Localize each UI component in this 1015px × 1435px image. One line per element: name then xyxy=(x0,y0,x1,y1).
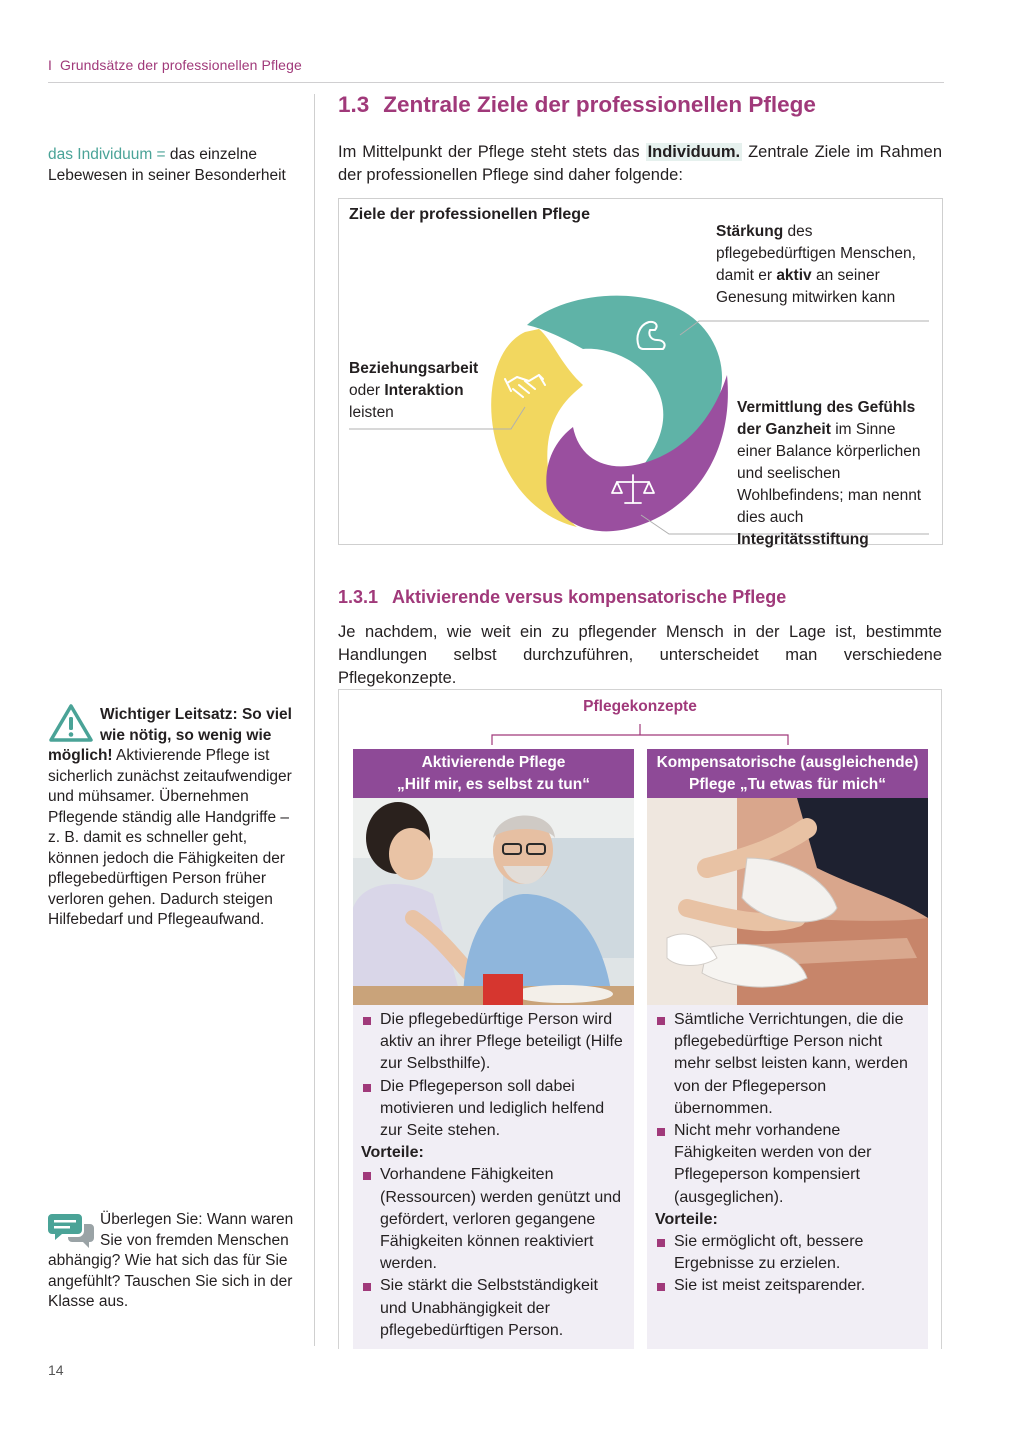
speech-bubbles-icon xyxy=(48,1210,94,1250)
active-care-header xyxy=(353,749,634,798)
goal-left-b1: Beziehungsarbeit xyxy=(349,360,479,377)
definition-text: das einzelne Lebewesen in seiner Besonderheit xyxy=(48,146,286,184)
running-head xyxy=(48,57,302,73)
compensatory-care-motto: Pflege „Tu etwas für mich“ xyxy=(689,776,886,793)
running-head-title: Grundsätze der professionellen Pflege xyxy=(60,57,302,73)
compensatory-care-title: Kompensatorische (ausgleichende) xyxy=(656,754,919,771)
connector-top xyxy=(680,321,929,335)
goal-relationship xyxy=(349,358,499,424)
active-care-column xyxy=(353,749,634,1349)
active-care-item: Die Pflegeperson soll dabei motivieren und lediglich helfend zur Seite stehen. xyxy=(361,1076,626,1143)
header-rule xyxy=(48,82,944,83)
compensatory-care-photo xyxy=(647,798,928,1005)
compensatory-care-item: Sämtliche Verrichtungen, die die pflegebedürftige Person nicht mehr selbst leisten kann, werden von der Pflegeperson übernommen. xyxy=(655,1009,920,1120)
active-care-title: Aktivierende Pflege xyxy=(421,754,566,771)
intro-before: Im Mittelpunkt der Pflege steht stets das xyxy=(338,143,646,161)
goal-strengthening xyxy=(716,221,934,309)
goal-left-t2: leisten xyxy=(349,404,394,421)
goal-top-t1: des pflegebedürftigen Menschen, damit er xyxy=(716,223,916,284)
goal-top-t2: an seiner Genesung mitwirken kann xyxy=(716,267,896,306)
running-head-bar: I xyxy=(48,57,52,73)
active-care-advantage: Vorhandene Fähigkeiten (Ressourcen) werden genützt und gefördert, verloren gegangene Fähigkeiten können reaktiviert werden. xyxy=(361,1164,626,1275)
goal-top-b1: Stärkung xyxy=(716,223,784,240)
section-number: 1.3 xyxy=(338,92,370,117)
reflection-text: Überlegen Sie: Wann waren Sie von fremden Menschen abhängig? Wie hat sich das für Sie angefühlt? Tauschen Sie sich in der Klasse aus. xyxy=(48,1211,294,1310)
active-care-body xyxy=(353,1005,634,1349)
section-intro xyxy=(338,141,942,187)
concepts-bracket xyxy=(491,724,789,746)
compensatory-care-item: Nicht mehr vorhandene Fähigkeiten werden von der Pflegeperson kompensiert (ausgeglichen). xyxy=(655,1120,920,1209)
goal-right-t1: im Sinne einer Balance körperlichen und seelischen Wohlbefindens; man nennt dies auch xyxy=(737,421,922,526)
goal-left-b2: Interaktion xyxy=(384,382,464,399)
active-care-list xyxy=(361,1009,626,1142)
active-care-advantages-label: Vorteile: xyxy=(361,1144,424,1162)
concepts-heading: Pflegekonzepte xyxy=(583,698,697,715)
goal-right-b1: Vermittlung des Gefühls der Ganzheit xyxy=(737,399,916,438)
goal-right-b2: Integritätsstiftung xyxy=(737,531,869,548)
goal-wholeness xyxy=(737,397,932,551)
active-care-photo xyxy=(353,798,634,1005)
compensatory-care-advantage: Sie ermöglicht oft, bessere Ergebnisse zu erzielen. xyxy=(655,1231,920,1275)
care-concepts-box xyxy=(338,689,942,1349)
section-title xyxy=(338,92,816,118)
section-title-text: Zentrale Ziele der professionellen Pflege xyxy=(383,92,816,117)
subsection-intro: Je nachdem, wie weit ein zu pflegender Mensch in der Lage ist, bestimmte Handlungen selbst durchzuführen, unterscheidet man verschiedene Pflegekonzepte. xyxy=(338,623,942,687)
intro-highlight: Individuum. xyxy=(647,143,741,161)
column-divider xyxy=(314,94,315,1346)
compensatory-care-column xyxy=(647,749,928,1349)
margin-reflection-note xyxy=(48,1210,298,1313)
compensatory-care-advantages-list xyxy=(655,1231,920,1298)
active-care-advantages-list xyxy=(361,1164,626,1342)
active-care-motto: „Hilf mir, es selbst zu tun“ xyxy=(397,776,590,793)
active-care-advantage: Sie stärkt die Selbstständigkeit und Unabhängigkeit der pflegebedürftigen Person. xyxy=(361,1275,626,1342)
compensatory-care-advantages-label: Vorteile: xyxy=(655,1210,718,1228)
compensatory-care-header xyxy=(647,749,928,798)
subsection-title-text: Aktivierende versus kompensatorische Pflege xyxy=(392,587,787,607)
intro-after: Zentrale Ziele im Rahmen der professionellen Pflege sind daher folgende: xyxy=(338,143,942,184)
subsection-title xyxy=(338,587,786,608)
compensatory-care-list xyxy=(655,1009,920,1209)
subsection-number: 1.3.1 xyxy=(338,587,379,607)
compensatory-care-advantage: Sie ist meist zeitsparender. xyxy=(655,1275,920,1297)
margin-warning-note xyxy=(48,705,298,931)
margin-definition xyxy=(48,144,298,186)
active-care-item: Die pflegebedürftige Person wird aktiv an ihrer Pflege beteiligt (Hilfe zur Selbsthilfe). xyxy=(361,1009,626,1076)
goal-top-b2: aktiv xyxy=(776,267,812,284)
goals-diagram xyxy=(338,198,943,548)
page-number: 14 xyxy=(48,1362,64,1378)
warning-text: Aktivierende Pflege ist sicherlich zunächst zeitaufwendiger und mühsamer. Übernehmen Pflegende ständig alle Handgriffe – z. B. damit es schneller geht, können jedoch die Fähigkeiten der pflegebedürftigen Person früher verloren gehen. Dadurch steigen Hilfebedarf und Pflegeaufwand. xyxy=(48,747,292,928)
goals-title: Ziele der professionellen Pflege xyxy=(349,206,590,223)
warning-triangle-icon xyxy=(48,703,94,743)
warning-lead: Wichtiger Leitsatz: So viel wie nötig, so wenig wie möglich! xyxy=(48,706,292,764)
definition-term: das Individuum = xyxy=(48,146,166,163)
goal-left-t1: oder xyxy=(349,382,385,399)
compensatory-care-body xyxy=(647,1005,928,1349)
